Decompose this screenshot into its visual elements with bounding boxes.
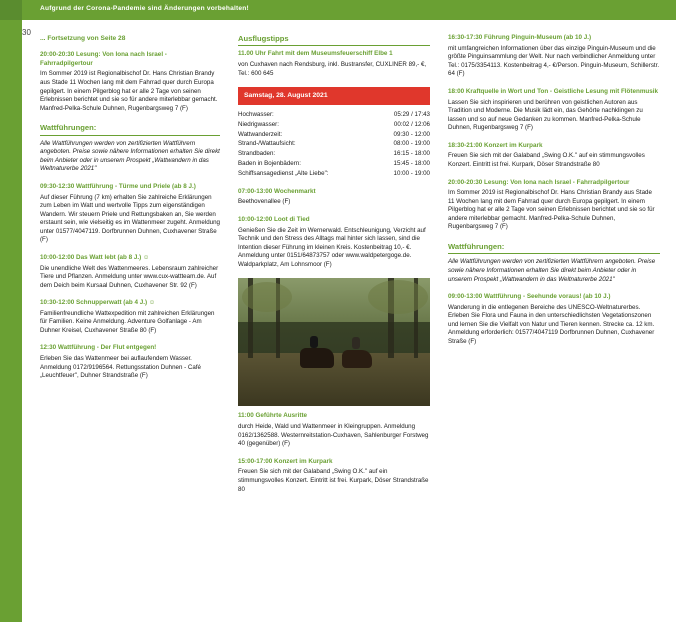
photo-horse [300,348,334,368]
event-item [40,183,220,245]
event-item [40,254,220,290]
event-body: Auf dieser Führung (7 km) erhalten Sie zahlreiche Erklärungen zum Leben im Watt und wertvolle Tipps zum eigenständigen Wandern. Wir steuern Priele und Rettungsbaken an, Sie werden erstaunt sein, wie vielseitig es im Wattenmeer zugeht. Anmeldung unter 01577/4047119. Dorfbrunnen Duhnen, Cuxhavener Straße (F) [40,193,220,244]
event-title: 16:30-17:30 Führung Pinguin-Museum (ab 10 J.) [448,34,592,41]
table-row [238,130,430,140]
corona-notice-banner [0,0,676,20]
photo-horse [342,350,372,368]
event-title: 10:00-12:00 Loot di Tied [238,216,310,223]
tide-value: 09:30 - 12:00 [393,130,430,138]
tide-times-table [238,111,430,179]
ferry-trip-item [238,50,430,78]
table-row [238,111,430,121]
event-title: 10:30-12:00 Schnupperwatt (ab 4 J.) ☺ [40,299,156,307]
photo-rider [352,337,360,349]
page-number: 30 [22,28,31,37]
event-title: 10:00-12:00 Das Watt lebt (ab 8 J.) ☺ [40,253,150,261]
event-title: 07:00-13:00 Wochenmarkt [238,187,316,195]
event-body: mit umfangreichen Informationen über das einzige Pinguin-Museum und die größte Pinguinsammlung der Welt. Nur nach verbindlicher Anmeldung unter Tel.: 0175/3354113. Kostenbeitrag 4,- €/Person. Pinguin-Museum, Schillerstr. 64 (F) [448,44,660,78]
tide-value: 00:02 / 12:06 [393,120,430,128]
date-header-bar: Samstag, 28. August 2021 [238,87,430,104]
photo-rider [310,336,318,348]
page-spine-decoration [0,20,22,622]
tide-label: Strandbaden: [238,150,276,158]
event-item [448,293,660,346]
event-item [40,344,220,380]
event-title: 12:30 Wattführung - Der Flut entgegen! [40,344,157,352]
table-row [238,150,430,160]
event-body: von Cuxhaven nach Rendsburg, inkl. Bustransfer, CUXLINER 89,- €, Tel.: 600 645 [238,61,427,77]
column-middle [238,34,430,503]
event-body: Erleben Sie das Wattenmeer bei auflaufendem Wasser. Anmeldung 0172/9196564. Rettungsstation Duhnen - Café „Leuchtfeuer", Duhner Strandstraße (F) [40,355,201,380]
tide-label: Niedrigwasser: [238,120,279,128]
section-heading-wattfuehrungen: Wattführungen: [448,241,505,251]
event-item [448,179,660,232]
section-divider [238,45,430,46]
tide-value: 16:15 - 18:00 [393,150,430,158]
event-body: Wanderung in die entlegenen Bereiche des UNESCO-Weltnaturerbes. Erleben Sie Flora und Fauna in den unterschiedlichsten Vegetationszonen und lernen Sie die Vielfalt von Natur und Tieren kennen. Strecke ca. 12 km. Anmeldung erforderlich: 01577/4047119 Dorfbrunnen Duhnen, Cuxhavener Straße (F) [448,303,655,345]
continued-from-label: ... Fortsetzung von Seite 28 [40,35,126,42]
event-item [238,188,430,207]
event-item [448,142,660,170]
tide-label: Hochwasser: [238,111,274,119]
column-right [448,34,660,355]
event-body: Freuen Sie sich mit der Galaband „Swing O.K." auf ein stimmungsvolles Konzert. Eintritt ist frei. Kurpark, Döser Strandstraße 80 [448,152,645,168]
event-item [238,458,430,494]
table-row [238,140,430,150]
event-body: Genießen Sie die Zeit im Wernerwald. Entschleunigung, Verzicht auf Technik und den Stress des Alltags mal hinter sich lassen, sind die Intention dieser Führung im kleinen Kreis. Kostenbeitrag 10,- €. Anmeldung unter 0151/64873757 oder www.waldpetergoge.de. Waldparkplatz, Am Lohnsmoor (F) [238,226,426,268]
section-intro-text: Alle Wattführungen werden von zertifizierten Wattführern angeboten. Preise sowie nähere Informationen erhalten Sie direkt beim Anbieter oder in unserem Prospekt „Wattwandern in das Weltnaturerbe 2021" [40,139,220,173]
table-row [238,169,430,179]
event-item [238,412,430,448]
table-row [238,159,430,169]
section-heading-wattfuehrungen: Wattführungen: [40,123,97,133]
tide-value: 08:00 - 19:00 [393,140,430,148]
section-intro-text: Alle Wattführungen werden von zertifizierten Wattführern angeboten. Preise sowie nähere Informationen erhalten Sie direkt beim Anbieter oder in unserem Prospekt „Wattwandern in das Weltnaturerbe 2021" [448,258,656,283]
photo-ground [238,353,430,407]
event-item [238,216,430,269]
event-title: 20:00-20:30 Lesung: Von Iona nach Israel - Fahrradpilgertour [40,51,167,67]
horse-riding-photo [238,278,430,406]
event-item [40,299,220,335]
event-body: durch Heide, Wald und Wattenmeer in Kleingruppen. Anmeldung 0162/1362588. Westernreitstation-Cuxhaven, Sahlenburger Forstweg 40 (gegenüber) (F) [238,423,429,448]
section-divider [40,135,220,136]
event-title: 18:30-21:00 Konzert im Kurpark [448,141,543,149]
event-title: 18:00 Kraftquelle in Wort und Ton - Geistliche Lesung mit Flötenmusik [448,87,659,95]
event-item [448,34,660,79]
tide-label: Schiffsansagedienst „Alte Liebe": [238,169,329,177]
tide-label: Wattwanderzeit: [238,130,283,138]
column-left [40,34,220,390]
event-body: Freuen Sie sich mit der Galaband „Swing O.K." auf ein stimmungsvolles Konzert. Eintritt ist frei. Kurpark, Döser Strandstraße 80 [238,468,429,493]
event-body: Im Sommer 2019 ist Regionalbischof Dr. Hans Christian Brandy aus Stade 11 Wochen lang mit dem Fahrrad quer durch Europa gepilgert. In einem Pilgerblog hat er alle 2 Tage von seinen Erlebnissen berichtet und sie so für andere miterlebbar gemacht. Manfred-Pelka-Schule Duhnen, Rugenbargsweg 7 (F) [448,189,655,231]
tide-label: Strand-/Wattaufsicht: [238,140,296,148]
event-title: 11:00 Geführte Ausritte [238,412,308,420]
ausflugstipps-header [238,34,430,46]
event-body: Im Sommer 2019 ist Regionalbischof Dr. Hans Christian Brandy aus Stade 11 Wochen lang mit dem Fahrrad quer durch Europa gepilgert. In einem Pilgerblog hat er alle 2 Tage von seinen Erlebnissen berichtet und sie so für andere miterlebbar gemacht. Manfred-Pelka-Schule Duhnen, Rugenbargsweg 7 (F) [40,70,218,112]
banner-text: Aufgrund der Corona-Pandemie sind Änderungen vorbehalten! [40,5,249,12]
table-row [238,120,430,130]
event-item [40,51,220,113]
event-body: Beethovenallee (F) [238,198,291,206]
ausflugstipps-title: Ausflugstipps [238,34,289,43]
event-title: 09:00-13:00 Wattführung - Seehunde voraus! (ab 10 J.) [448,293,611,301]
event-body: Familienfreundliche Wattexpedition mit zahlreichen Erklärungen für Familien. Keine Anmeldung. Adventure Golfanlage - Am Duhner Kreisel, Cuxhavener Straße 80 (F) [40,309,215,334]
event-title: 20:00-20:30 Lesung: Von Iona nach Israel - Fahrradpilgertour [448,178,630,186]
section-divider [448,253,660,254]
event-title: 09:30-12:30 Wattführung - Türme und Priele (ab 8 J.) [40,182,196,190]
tide-value: 10:00 - 19:00 [393,169,430,177]
event-title: 15:00-17:00 Konzert im Kurpark [238,457,333,465]
event-item [448,88,660,133]
tide-value: 15:45 - 18:00 [393,159,430,167]
tide-value: 05:29 / 17:43 [393,111,430,119]
event-body: Lassen Sie sich inspirieren und berühren von geistlichen Autoren aus Tradition und Moderne. Die Musik lädt ein, das Gehörte nachklingen zu lassen und so auf neue Gedanken zu kommen. Manfred-Pelka-Schule Duhnen, Rugenbargsweg 7 (F) [448,98,643,132]
tide-label: Baden in Bojenbädern: [238,159,301,167]
event-body: Die unendliche Welt des Wattenmeeres. Lebensraum zahlreicher Tiere und Pflanzen. Anmeldung unter www.cux-wattteam.de. Auf dem Deich beim Kursaal Duhnen, Cuxhavener Str. 92 (F) [40,264,219,289]
event-title: 11.00 Uhr Fahrt mit dem Museumsfeuerschiff Elbe 1 [238,50,393,58]
